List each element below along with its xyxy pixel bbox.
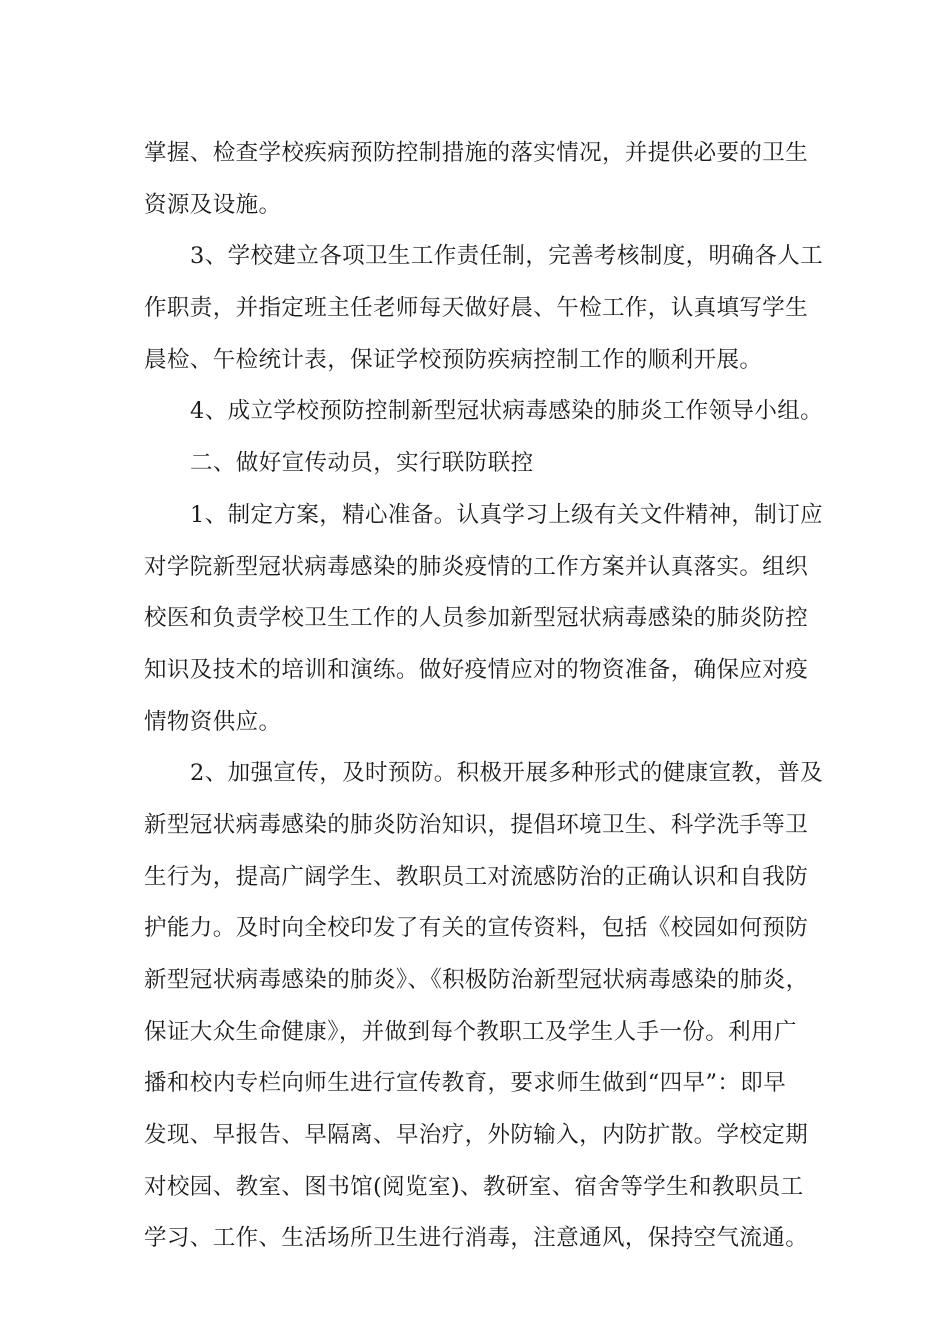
text-line-1: 掌握、检查学校疾病预防控制措施的落实情况，并提供必要的卫生	[144, 140, 809, 166]
text-line-12: 情物资供应。	[144, 708, 282, 735]
text-line-17: 新型冠状病毒感染的肺炎》、《积极防治新型冠状病毒感染的肺炎，	[144, 967, 809, 993]
text-line-21: 对校园、教室、图书馆(阅览室)、教研室、宿舍等学生和教职员工	[144, 1173, 804, 1200]
text-line-15: 生行为，提高广阔学生、教职员工对流感防治的正确认识和自我防	[144, 863, 809, 890]
text-line-11: 知识及技术的培训和演练。做好疫情应对的物资准备，确保应对疫	[144, 656, 809, 683]
text-line-6: 4、成立学校预防控制新型冠状病毒感染的肺炎工作领导小组。	[190, 398, 824, 425]
text-line-9: 对学院新型冠状病毒感染的肺炎疫情的工作方案并认真落实。组织	[144, 553, 809, 580]
text-line-2: 资源及设施。	[144, 191, 282, 218]
text-line-3: 3、学校建立各项卫生工作责任制，完善考核制度，明确各人工	[190, 243, 824, 270]
text-line-18: 保证大众生命健康》，并做到每个教职工及学生人手一份。利用广	[144, 1018, 797, 1045]
text-line-8: 1、制定方案，精心准备。认真学习上级有关文件精神，制订应	[190, 501, 824, 528]
text-line-16: 护能力。及时向全校印发了有关的宣传资料，包括《校园如何预防	[144, 915, 809, 942]
text-line-20: 发现、早报告、早隔离、早治疗，外防输入，内防扩散。学校定期	[144, 1122, 809, 1149]
text-line-14: 新型冠状病毒感染的肺炎防治知识，提倡环境卫生、科学洗手等卫	[144, 811, 809, 838]
text-line-13: 2、加强宣传，及时预防。积极开展多种形式的健康宣教，普及	[190, 760, 824, 787]
text-line-22: 学习、工作、生活场所卫生进行消毒，注意通风，保持空气流通。	[144, 1225, 809, 1252]
section-heading: 二、做好宣传动员，实行联防联控	[190, 450, 534, 477]
document-body	[144, 128, 824, 1265]
text-line-19: 播和校内专栏向师生进行宣传教育，要求师生做到“四早”：即早	[144, 1070, 787, 1097]
text-line-10: 校医和负责学校卫生工作的人员参加新型冠状病毒感染的肺炎防控	[144, 605, 809, 632]
text-line-4: 作职责，并指定班主任老师每天做好晨、午检工作，认真填写学生	[144, 295, 809, 322]
text-line-5: 晨检、午检统计表，保证学校预防疾病控制工作的顺利开展。	[144, 346, 763, 373]
